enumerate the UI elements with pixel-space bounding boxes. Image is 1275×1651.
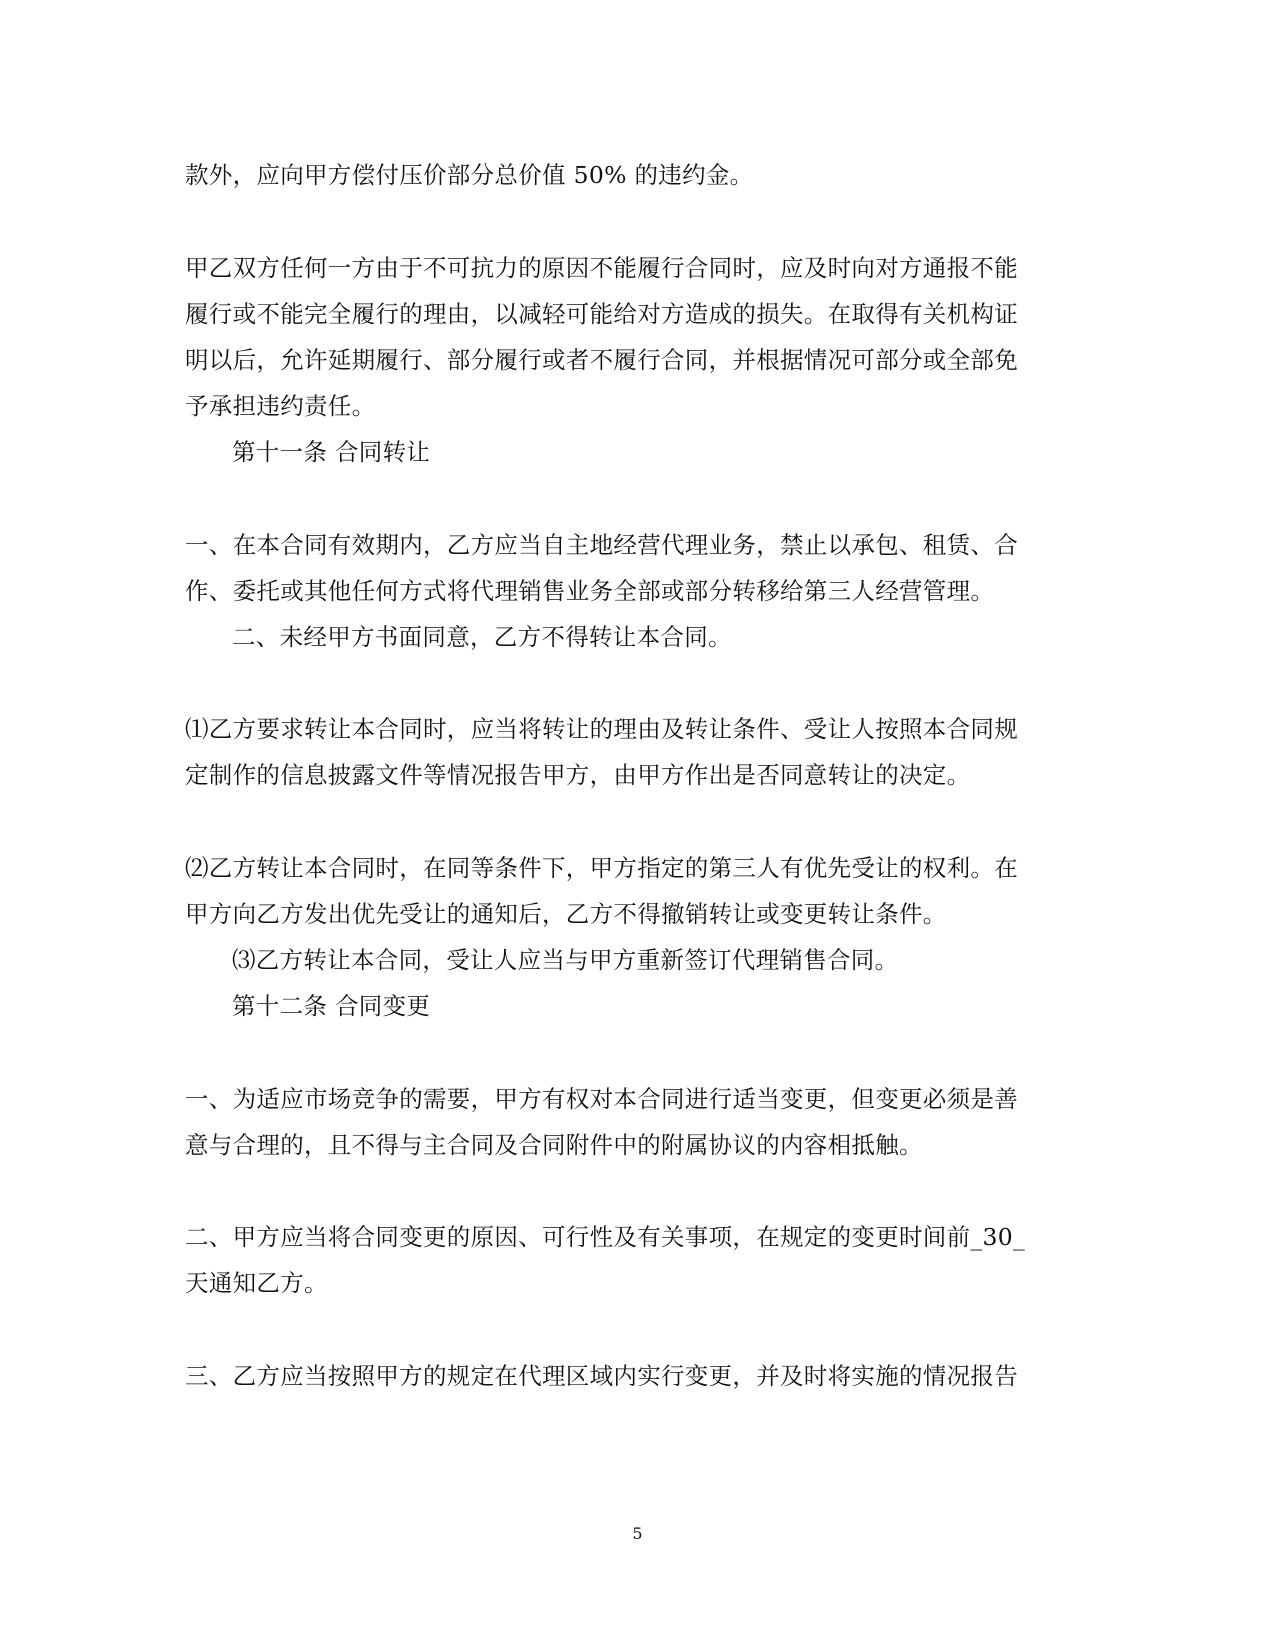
page-number: 5 xyxy=(632,1524,643,1543)
text-line: 一、为适应市场竞争的需要，甲方有权对本合同进行适当变更，但变更必须是善 xyxy=(185,1085,1018,1113)
text-line: 甲方向乙方发出优先受让的通知后，乙方不得撤销转让或变更转让条件。 xyxy=(185,900,947,928)
text-line: 三、乙方应当按照甲方的规定在代理区域内实行变更，并及时将实施的情况报告 xyxy=(185,1362,1018,1390)
text-line: 款外，应向甲方偿付压价部分总价值 50% 的违约金。 xyxy=(185,161,754,189)
text-line: 定制作的信息披露文件等情况报告甲方，由甲方作出是否同意转让的决定。 xyxy=(185,761,971,789)
text-line: 作、委托或其他任何方式将代理销售业务全部或部分转移给第三人经营管理。 xyxy=(185,577,995,605)
text-line: 履行或不能完全履行的理由，以减轻可能给对方造成的损失。在取得有关机构证 xyxy=(185,300,1018,328)
text-line: ⑶乙方转让本合同，受让人应当与甲方重新签订代理销售合同。 xyxy=(232,946,899,974)
section-heading: 第十二条 合同变更 xyxy=(232,992,431,1020)
text-line: ⑴乙方要求转让本合同时，应当将转让的理由及转让条件、受让人按照本合同规 xyxy=(185,715,1018,743)
text-line: 甲乙双方任何一方由于不可抗力的原因不能履行合同时，应及时向对方通报不能 xyxy=(185,254,1018,282)
text-line: 二、未经甲方书面同意，乙方不得转让本合同。 xyxy=(232,623,732,651)
section-heading: 第十一条 合同转让 xyxy=(232,438,431,466)
text-line: 天通知乙方。 xyxy=(185,1269,328,1297)
text-line: ⑵乙方转让本合同时，在同等条件下，甲方指定的第三人有优先受让的权利。在 xyxy=(185,854,1018,882)
text-line: 意与合理的，且不得与主合同及合同附件中的附属协议的内容相抵触。 xyxy=(185,1131,923,1159)
text-line: 二、甲方应当将合同变更的原因、可行性及有关事项，在规定的变更时间前_30_ xyxy=(185,1223,1026,1251)
text-line: 予承担违约责任。 xyxy=(185,392,376,420)
text-line: 明以后，允许延期履行、部分履行或者不履行合同，并根据情况可部分或全部免 xyxy=(185,346,1018,374)
text-line: 一、在本合同有效期内，乙方应当自主地经营代理业务，禁止以承包、租赁、合 xyxy=(185,531,1018,559)
